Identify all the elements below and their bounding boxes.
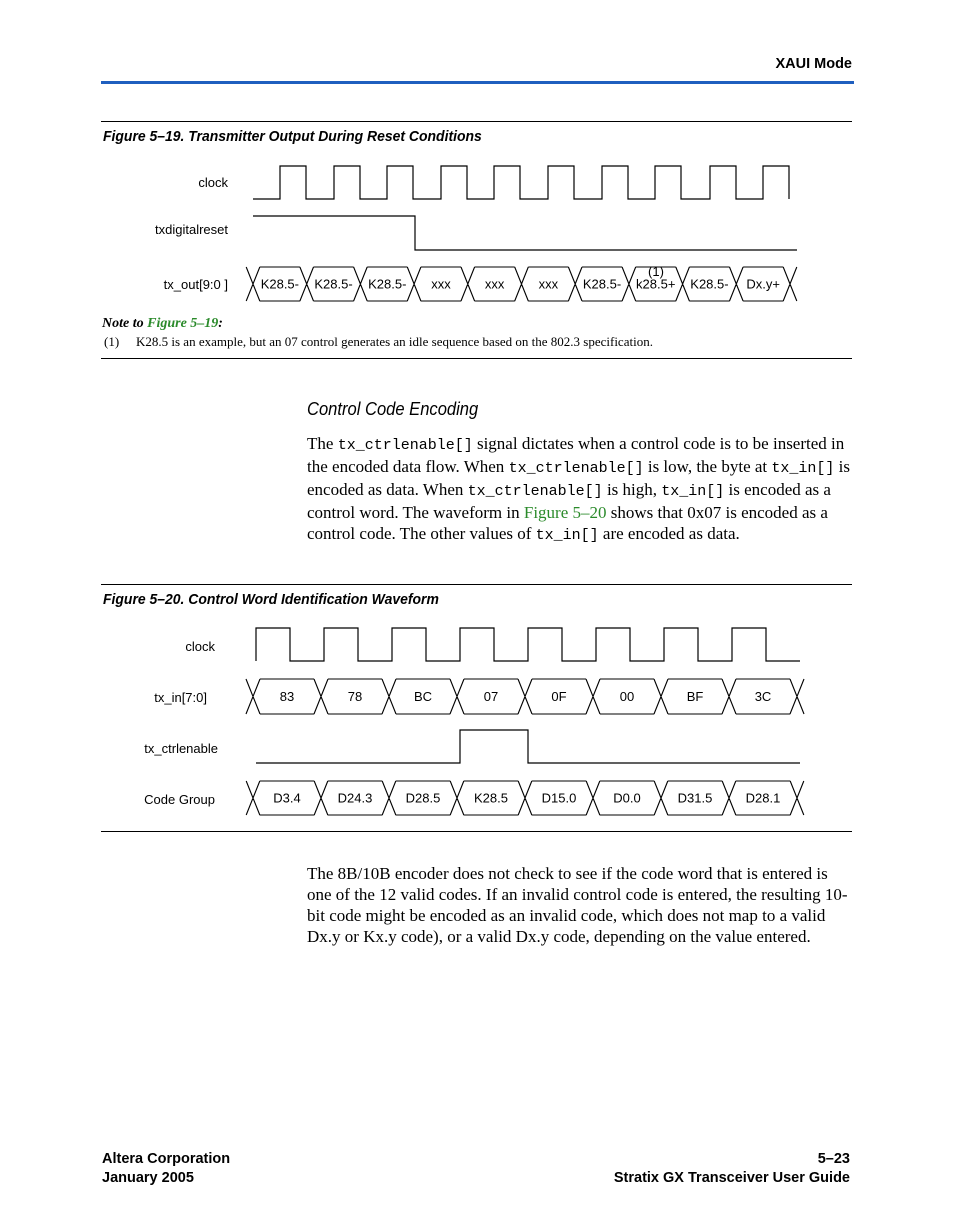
fig19-note-marker: (1) xyxy=(648,264,664,279)
fig19-tx-out-value: K28.5- xyxy=(690,276,729,292)
fig19-tx-out-value: K28.5- xyxy=(260,276,300,292)
footer-right xyxy=(614,1150,850,1188)
footer-company: Altera Corporation xyxy=(102,1151,231,1167)
figure20-bottom-rule xyxy=(101,831,852,832)
footer-date: January 2005 xyxy=(102,1170,194,1186)
footer-left xyxy=(102,1150,230,1188)
note-suffix: : xyxy=(218,316,223,331)
fig20-code-label: Code Group xyxy=(144,792,215,807)
section-heading: Control Code Encoding xyxy=(307,399,479,419)
fig20-in-label: tx_in[7:0] xyxy=(154,690,207,705)
note-item-number: (1) xyxy=(104,334,120,349)
fig19-tx-out-value: K28.5- xyxy=(368,276,407,292)
fig20-code-group-value: D24.3 xyxy=(337,790,373,806)
fig20-code-group-value: D28.1 xyxy=(745,790,781,806)
fig20-code-group-value: D31.5 xyxy=(677,790,713,806)
note-prefix: Note to xyxy=(102,316,148,331)
fig19-out-label: tx_out[9:0 ] xyxy=(163,277,228,292)
fig20-clock-label: clock xyxy=(185,639,215,654)
paragraph-encoder: The 8B/10B encoder does not check to see if the code word that is entered is one of the 12 valid codes. If an invalid control code is entered, the resulting 10-bit code might be encoded as an invalid code, which does not map to a valid Dx.y or Kx.y code), or a valid Dx.y code, depending on the value entered. xyxy=(307,864,848,946)
fig20-code-group-value: D28.5 xyxy=(405,790,441,806)
fig20-code-group-value: K28.5 xyxy=(474,790,508,806)
fig20-code-group-outline xyxy=(246,781,804,815)
figure20-waveform xyxy=(0,615,954,827)
fig19-reset-label: txdigitalreset xyxy=(155,222,228,237)
figure19-waveform xyxy=(0,150,954,310)
figure19-top-rule xyxy=(101,121,852,122)
fig20-tx-in-value: 78 xyxy=(347,689,363,705)
fig20-tx-in-value: 83 xyxy=(279,689,295,705)
fig19-tx-out-value: k28.5+ xyxy=(636,276,676,292)
fig20-tx-in-outline xyxy=(246,679,804,714)
footer-page-number: 5–23 xyxy=(817,1151,850,1167)
note-figure-link[interactable]: Figure 5–19 xyxy=(147,316,219,331)
note-title xyxy=(102,316,223,332)
fig20-enable-label: tx_ctrlenable xyxy=(144,741,218,756)
figure20-title: Figure 5–20. Control Word Identification Waveform xyxy=(103,591,439,608)
fig19-clock-label: clock xyxy=(198,175,228,190)
fig20-clock-trace xyxy=(256,628,800,661)
figure19-bottom-rule xyxy=(101,358,852,359)
fig20-code-group-value: D0.0 xyxy=(613,790,641,806)
figure20-top-rule xyxy=(101,584,852,585)
fig19-tx-out-value: xxx xyxy=(431,276,451,292)
figure20-link[interactable]: Figure 5–20 xyxy=(523,503,607,522)
note-item-text: K28.5 is an example, but an 07 control generates an idle sequence based on the 802.3 specification. xyxy=(136,334,653,349)
fig19-tx-out-value: xxx xyxy=(538,276,559,292)
fig20-code-group-bus xyxy=(246,781,804,815)
fig19-tx-out-value: Dx.y+ xyxy=(746,276,780,292)
fig20-tx-in-bus xyxy=(246,679,804,714)
fig19-tx-out-bus xyxy=(246,267,797,301)
figure19-title: Figure 5–19. Transmitter Output During Reset Conditions xyxy=(103,128,482,145)
fig20-enable-trace xyxy=(256,730,800,763)
fig19-tx-out-value: xxx xyxy=(484,276,505,292)
fig20-code-group-value: D3.4 xyxy=(273,790,301,806)
fig19-tx-out-value: K28.5- xyxy=(582,276,622,292)
fig20-tx-in-value: 3C xyxy=(754,689,772,705)
fig20-tx-in-value: 0F xyxy=(551,689,567,705)
fig19-clock-trace xyxy=(253,166,789,199)
header-title: XAUI Mode xyxy=(775,56,852,72)
fig20-tx-in-value: BC xyxy=(413,689,433,705)
fig20-tx-in-value: 00 xyxy=(619,689,635,705)
paragraph-control-code: The tx_ctrlenable[] signal dictates when a control code is to be inserted in the encoded data flow. When tx_ctrlenable[] is low, the byte at tx_in[] is encoded as data. When tx_ctrlenable[] is high, tx_in[] is encoded as a control word. The waveform in Figure 5–20 shows that 0x07 is encoded as a control code. The other values of tx_in[] are encoded as data. xyxy=(307,434,850,544)
footer-guide-title: Stratix GX Transceiver User Guide xyxy=(613,1170,850,1186)
fig19-tx-out-value: K28.5- xyxy=(314,276,353,292)
fig20-tx-in-value: BF xyxy=(686,689,704,705)
fig19-reset-trace xyxy=(253,216,797,250)
header-rule xyxy=(101,81,854,84)
fig20-code-group-value: D15.0 xyxy=(541,790,577,806)
fig20-tx-in-value: 07 xyxy=(483,689,499,705)
